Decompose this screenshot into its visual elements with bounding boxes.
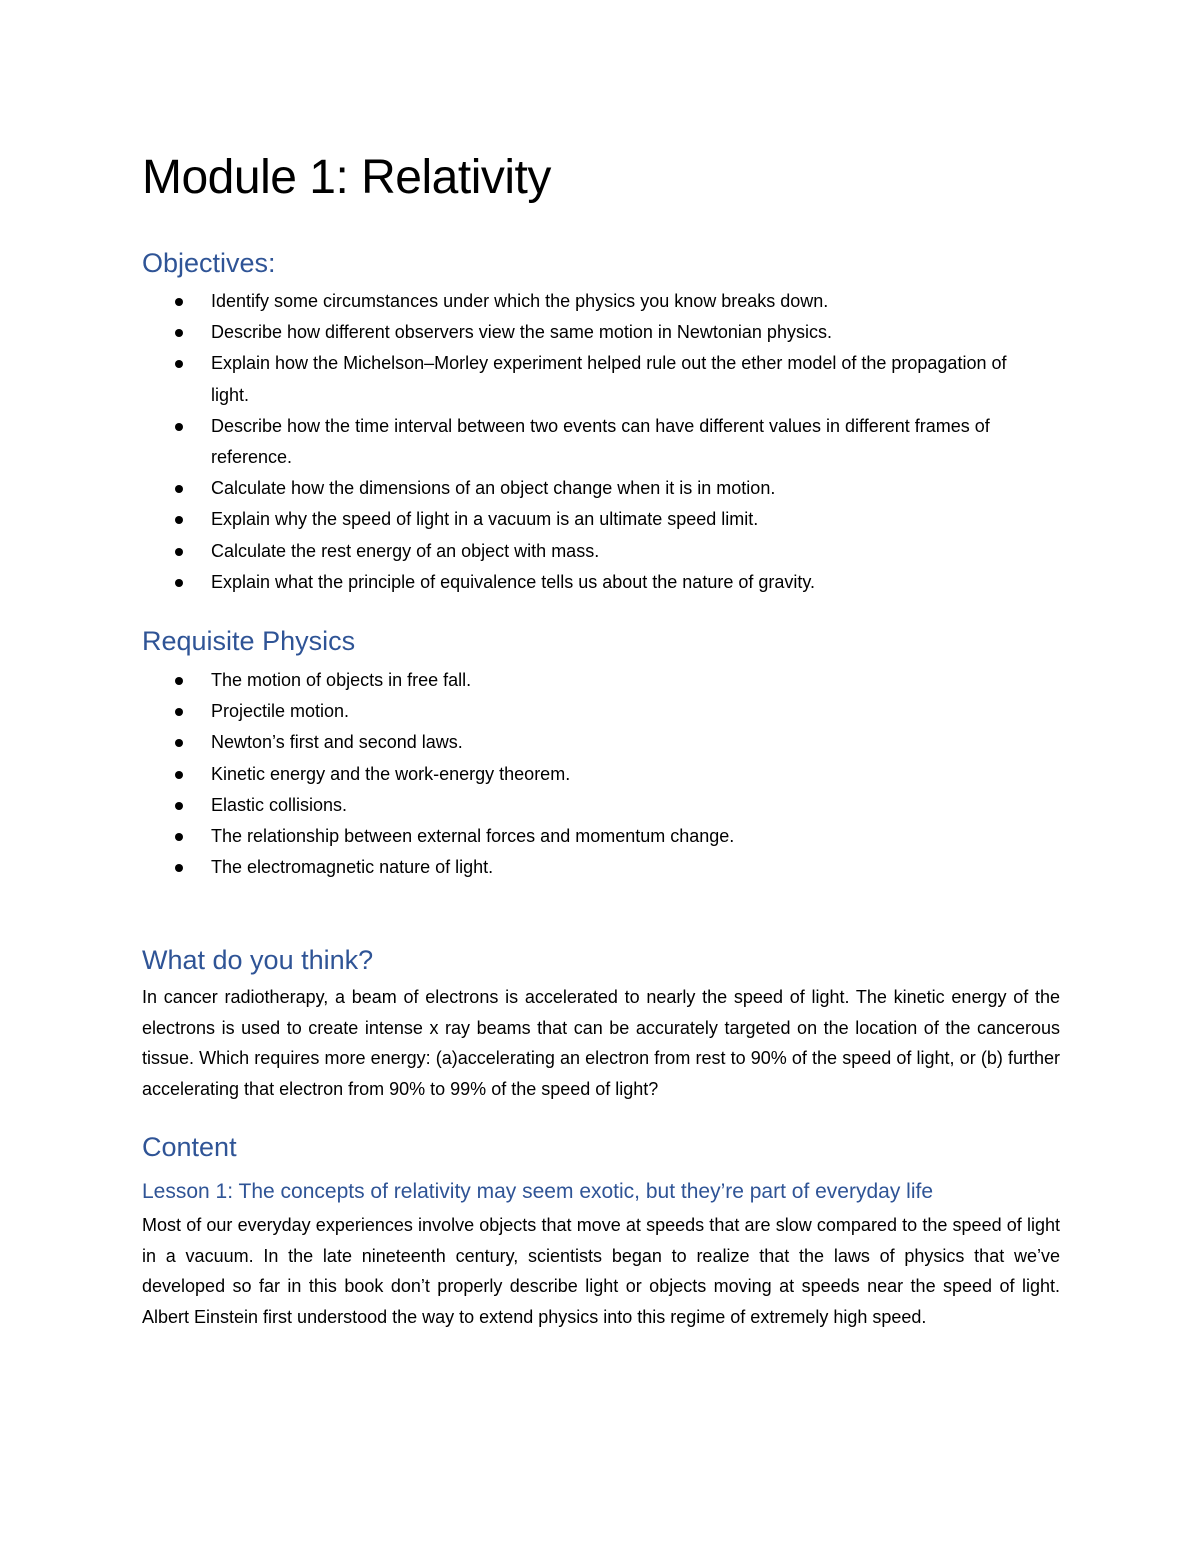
think-heading: What do you think?	[142, 945, 374, 975]
content-heading: Content	[142, 1132, 237, 1162]
objective-item: Calculate the rest energy of an object with mass.	[142, 536, 1022, 567]
objective-item: Identify some circumstances under which the physics you know breaks down.	[142, 286, 1022, 317]
objective-item: Explain what the principle of equivalence tells us about the nature of gravity.	[142, 567, 1022, 598]
objective-item: Explain how the Michelson–Morley experiment helped rule out the ether model of the propagation of light.	[142, 348, 1022, 410]
requisite-item: Projectile motion.	[142, 696, 1022, 727]
objectives-list	[142, 286, 1022, 598]
requisite-item: Newton’s first and second laws.	[142, 727, 1022, 758]
page-title: Module 1: Relativity	[142, 151, 551, 204]
requisite-item: Kinetic energy and the work-energy theorem.	[142, 759, 1022, 790]
objective-item: Calculate how the dimensions of an object change when it is in motion.	[142, 473, 1022, 504]
think-paragraph: In cancer radiotherapy, a beam of electrons is accelerated to nearly the speed of light. The kinetic energy of the electrons is used to create intense x ray beams that can be accurately targeted on the location of the cancerous tissue. Which requires more energy: (a)accelerating an electron from rest to 90% of the speed of light, or (b) further accelerating that electron from 90% to 99% of the speed of light?	[142, 987, 1060, 1099]
requisite-item: Elastic collisions.	[142, 790, 1022, 821]
objective-item: Describe how different observers view the same motion in Newtonian physics.	[142, 317, 1022, 348]
requisite-list	[142, 665, 1022, 883]
objective-item: Describe how the time interval between two events can have different values in different frames of reference.	[142, 411, 1022, 473]
lesson-paragraph: Most of our everyday experiences involve objects that move at speeds that are slow compared to the speed of light in a vacuum. In the late nineteenth century, scientists began to realize that the laws of physics that we’ve developed so far in this book don’t properly describe light or objects moving at speeds near the speed of light. Albert Einstein first understood the way to extend physics into this regime of extremely high speed.	[142, 1215, 1060, 1327]
requisite-heading: Requisite Physics	[142, 626, 356, 656]
requisite-item: The electromagnetic nature of light.	[142, 852, 1022, 883]
objective-item: Explain why the speed of light in a vacuum is an ultimate speed limit.	[142, 504, 1022, 535]
objectives-heading: Objectives:	[142, 248, 276, 278]
requisite-item: The relationship between external forces and momentum change.	[142, 821, 1022, 852]
lesson-title: Lesson 1: The concepts of relativity may seem exotic, but they’re part of everyday life	[142, 1180, 933, 1203]
requisite-item: The motion of objects in free fall.	[142, 665, 1022, 696]
